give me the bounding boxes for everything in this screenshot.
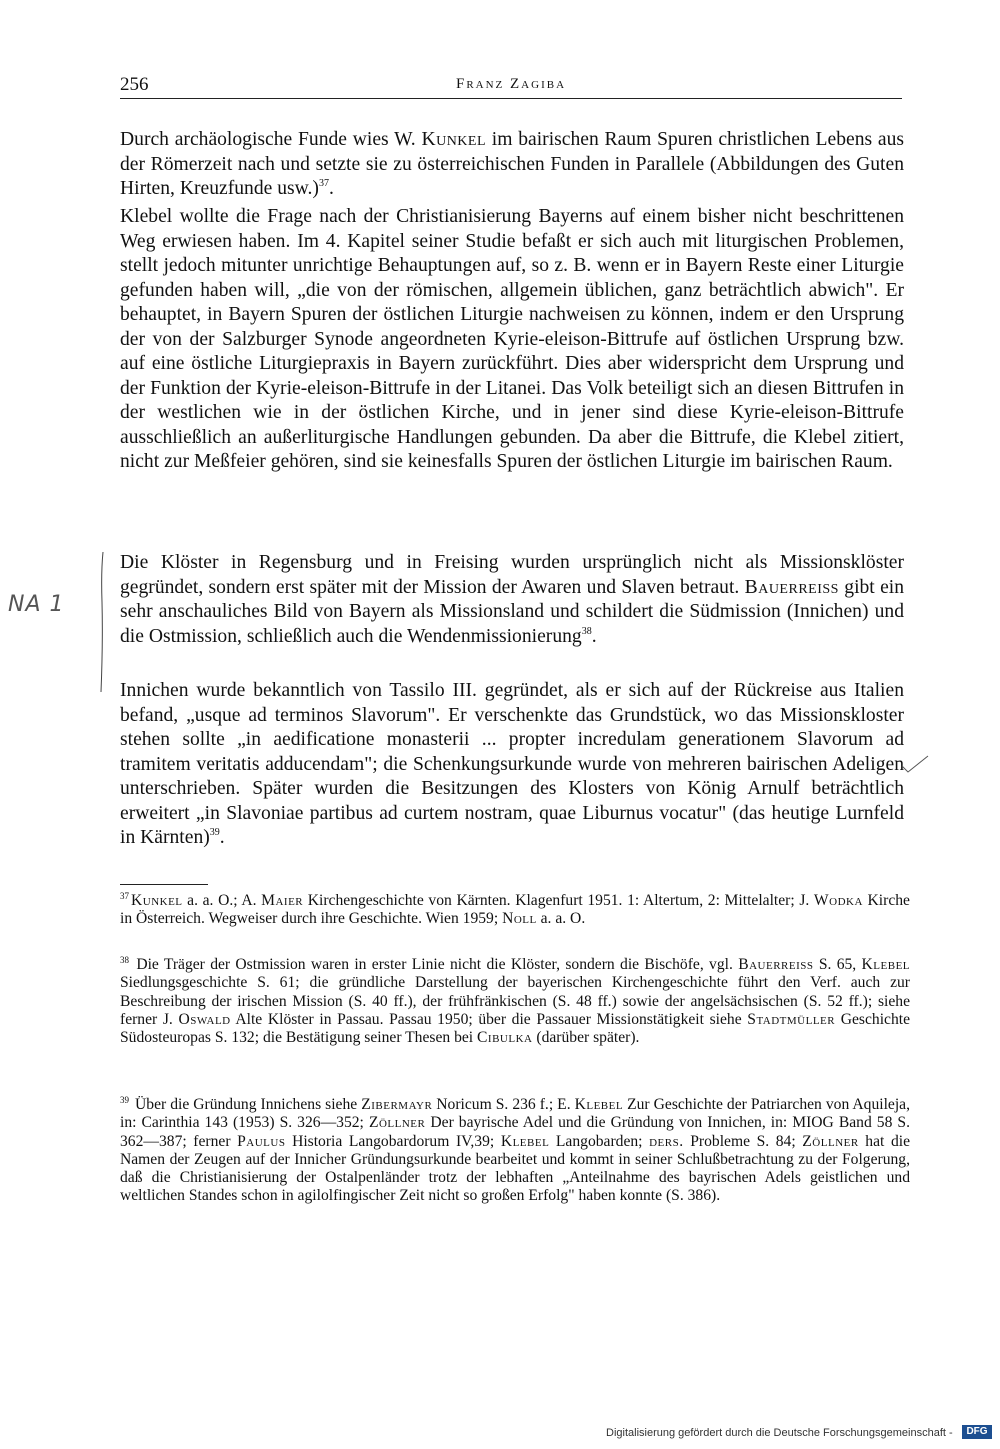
footnote-ref-39[interactable]: 39 [209, 827, 220, 838]
margin-bracket-mark [100, 552, 104, 692]
handwritten-margin-note: NA 1 [8, 592, 65, 617]
paragraph-1: Durch archäologische Funde wies W. Kunkel im bairischen Raum Spuren christlichen Lebens aus der Römerzeit nach und setzte sie zu österreichischen Funden in Parallele (Abbildungen des Guten Hirten, Kreuzfunde usw.)$^{37}$. [120, 129, 904, 199]
footnote-39: $^{39}$ Über die Gründung Innichens siehe Zibermayr Noricum S. 236 f.; E. Klebel Zur Geschichte der Patriarchen von Aquileja, in: Carinthia 143 (1953) S. 326—352; Zöllner Der bayrische Adel und die Gründung von Innichen, in: MIOG Band 58 S. 362—387; ferner Paulus Historia Langobardorum IV,39; Klebel Langobarden; ders. Probleme S. 84; Zöllner hat die Namen der Zeugen auf der Innicher Gründungsurkunde bearbeitet und kommt in seiner Schlußbetrachtung zu der Folgerung, daß die Christianisierung der Ostalpenländer trotz der lebhaften „Anteilnahme des bayrischen Adels geistlichen und weltlichen Standes schon in agilolfingischer Zeit nicht so großen Erfolg" haben konnte (S. 386). [120, 1095, 911, 1205]
paragraph-2: Klebel wollte die Frage nach der Christianisierung Bayerns auf einem bisher nicht beschrittenen Weg erwiesen haben. Im 4. Kapitel seiner Studie befaßt er sich auch mit liturgischen Problemen, stellt jedoch mitunter unrichtige Behauptungen auf, so z. B. wenn er in Bayern Reste einer Liturgie gefunden haben will, „die von der römischen, allgemein üblichen, ganz beträchtlich abwich". Er behauptet, in Bayern Spuren der östlichen Liturgie nachweisen zu können, indem er den Ursprung der von der Salzburger Synode angeordneten Kyrie-eleison-Bittrufe auf östlichen Ursprung bzw. auf eine östliche Liturgiepraxis in Bayern zurückführt. Dies aber widerspricht dem Ursprung und der Funktion der Kyrie-eleison-Bittrufe in der Litanei. Das Volk beteiligt sich an diesen Bittrufen in der westlichen wie in der östlichen Kirche, und in jener sind diese Kyrie-eleison-Bittrufe ausschließlich an außerliturgische Handlungen gebunden. Da aber die Bittrufe, die Klebel zitiert, nicht zur Meßfeier gehören, sind sie keinesfalls Spuren der östlichen Liturgie im bairischen Raum. [120, 206, 904, 472]
paragraph-3: Die Klöster in Regensburg und in Freising wurden ursprünglich nicht als Missionsklöster gegründet, sondern erst später mit der Mission der Awaren und Slaven betraut. Bauerreiss gibt ein sehr anschauliches Bild von Bayern als Missionsland und schildert die Südmission (Innichen) und die Ostmission, schließlich auch die Wendenmissionierung$^{38}$. [120, 552, 905, 647]
check-mark-icon [900, 754, 930, 774]
paragraph-4: Innichen wurde bekanntlich von Tassilo III. gegründet, als er sich auf der Rückreise aus Italien befand, „usque ad terminos Slavorum". Er verschenkte das Grundstück, wo das Missionskloster stehen sollte „in aedificatione monasterii ... propter incredulam generationem Slavorum ad tramitem veritatis adducendam"; die Schenkungsurkunde wurde von mehreren bairischen Adeligen unterschrieben. Später wurden die Besitzungen des Klosters von König Arnulf beträchtlich erweitert „in Slavoniae partibus ad curtem nostram, quae Liburnus vocatur" (das heutige Lurnfeld in Kärnten)$^{39}$. [120, 680, 904, 848]
footnote-separator [120, 884, 208, 885]
author-name: Bauerreiss [744, 576, 839, 598]
digitization-credit: Digitalisierung gefördert durch die Deutsche Forschungsgemeinschaft - [606, 1427, 953, 1439]
dfg-logo: DFG [962, 1425, 992, 1439]
footnote-38: $^{38}$ Die Träger der Ostmission waren in erster Linie nicht die Klöster, sondern die Bischöfe, vgl. Bauerreiss S. 65, Klebel Siedlungsgeschichte S. 61; die gründliche Darstellung der bayerischen Kirchengeschichte führt den Verf. auch zur Beschreibung der irischen Mission (S. 40 ff.), der frühfränkischen (S. 48 ff.) sowie der angelsächsischen (S. 52 ff.); siehe ferner J. Oswald Alte Klöster in Passau. Passau 1950; über die Passauer Missionstätigkeit siehe Stadtmüller Geschichte Südosteuropas S. 132; die Bestätigung seiner Thesen bei Cibulka (darüber später). [120, 955, 911, 1047]
footnote-37: $^{37}$ Kunkel a. a. O.; A. Maier Kirchengeschichte von Kärnten. Klagenfurt 1951. 1: Altertum, 2: Mittelalter; J. Wodka Kirche in Österreich. Wegweiser durch ihre Geschichte. Wien 1959; Noll a. a. O. [120, 891, 910, 928]
footnote-ref-37[interactable]: 37 [318, 178, 329, 189]
author-name: Kunkel [421, 129, 487, 150]
page-number: 256 [120, 74, 149, 95]
running-header [120, 74, 902, 99]
running-title: Franz Zagiba [455, 76, 567, 92]
footnote-ref-38[interactable]: 38 [581, 625, 592, 637]
